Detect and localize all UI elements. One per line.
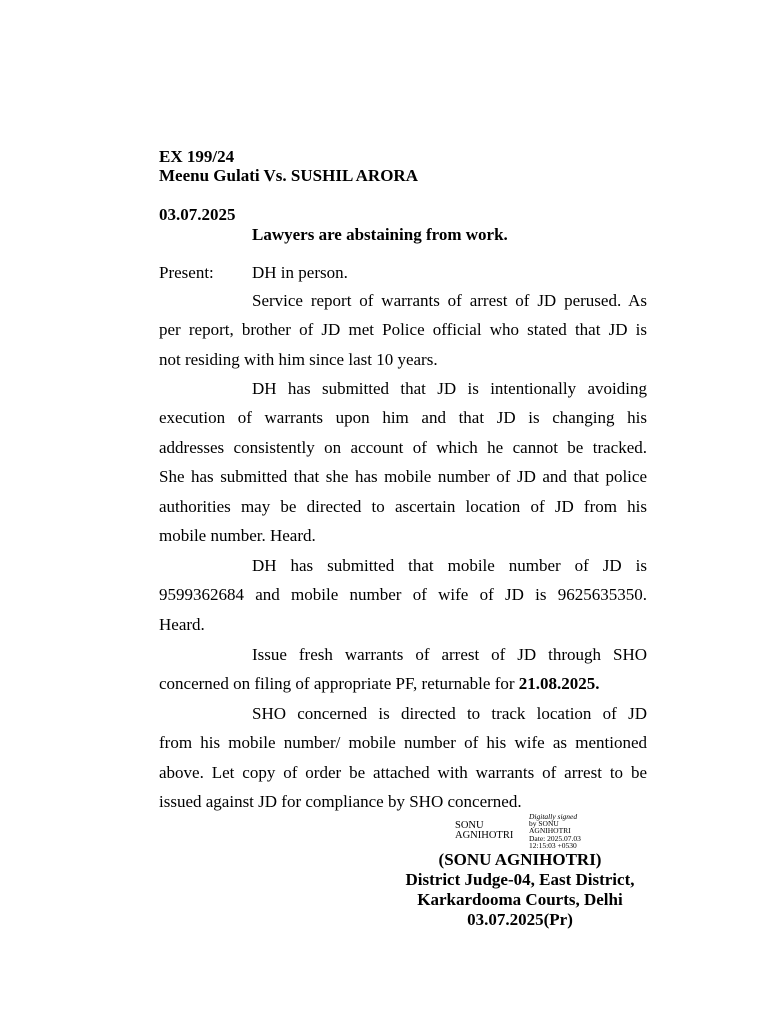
paragraph-line: execution of warrants upon him and that JD is changing his: [159, 408, 647, 428]
paragraph-line: SHO concerned is directed to track location of JD: [252, 704, 647, 723]
paragraph-line: Heard.: [159, 614, 205, 634]
signature-meta-line: Digitally signed: [529, 812, 578, 821]
present-value: DH in person.: [252, 263, 348, 282]
signature-meta-line: Date: 2025.07.03: [529, 833, 581, 843]
judge-date: 03.07.2025(Pr): [467, 910, 573, 929]
judge-designation: District Judge-04, East District,: [405, 870, 635, 889]
paragraph-line: addresses consistently on account of which he cannot be tracked.: [159, 437, 647, 457]
signature-metadata: [529, 813, 581, 849]
returnable-text: concerned on filing of appropriate PF, returnable for: [159, 674, 519, 694]
order-date: 03.07.2025: [159, 205, 236, 224]
paragraph-fresh-warrants: [159, 640, 647, 699]
paragraph-line: from his mobile number/ mobile number of his wife as mentioned: [159, 733, 647, 753]
present-label: Present:: [159, 263, 214, 282]
paragraph-line: DH has submitted that mobile number of JD is: [252, 556, 647, 575]
judge-court: Karkardooma Courts, Delhi: [417, 890, 623, 909]
case-parties: Meenu Gulati Vs. SUSHIL ARORA: [159, 166, 418, 185]
signature-name-line: SONU: [455, 820, 484, 831]
paragraph-line: mobile number. Heard.: [159, 525, 316, 545]
signature-meta-line: AGNIHOTRI: [529, 826, 571, 836]
paragraph-line: [159, 669, 647, 698]
paragraph-line: authorities may be directed to ascertain location of JD from his: [159, 496, 647, 516]
paragraph-line: issued against JD for compliance by SHO concerned.: [159, 792, 522, 812]
signature-meta-line: by SONU: [529, 819, 559, 829]
paragraph-line: per report, brother of JD met Police official who stated that JD is: [159, 320, 647, 340]
paragraph-dh-submission: [159, 374, 647, 550]
paragraph-line: above. Let copy of order be attached with warrants of arrest to be: [159, 762, 647, 782]
next-date: 21.08.2025.: [518, 674, 600, 694]
signature-name: [455, 821, 513, 841]
paragraph-mobile-numbers: [159, 551, 647, 639]
paragraph-line: not residing with him since last 10 years.: [159, 349, 438, 369]
paragraph-line: DH has submitted that JD is intentionally avoiding: [252, 379, 647, 398]
judge-name: (SONU AGNIHOTRI): [438, 850, 602, 869]
paragraph-line: She has submitted that she has mobile number of JD and that police: [159, 467, 647, 487]
digital-signature: [455, 813, 605, 853]
paragraph-line: 9599362684 and mobile number of wife of JD is 9625635350.: [159, 585, 647, 605]
case-number: EX 199/24: [159, 147, 235, 166]
paragraph-sho-direction: [159, 699, 647, 817]
paragraph-service-report: [159, 286, 647, 374]
paragraph-line: Service report of warrants of arrest of JD perused. As: [252, 291, 647, 310]
paragraph-line: Issue fresh warrants of arrest of JD through SHO: [252, 645, 647, 664]
judge-signature-block: [380, 850, 660, 930]
signature-meta-line: 12:15:03 +0530: [529, 840, 577, 850]
signature-name-line: AGNIHOTRI: [455, 830, 514, 841]
abstention-notice: Lawyers are abstaining from work.: [252, 225, 508, 244]
